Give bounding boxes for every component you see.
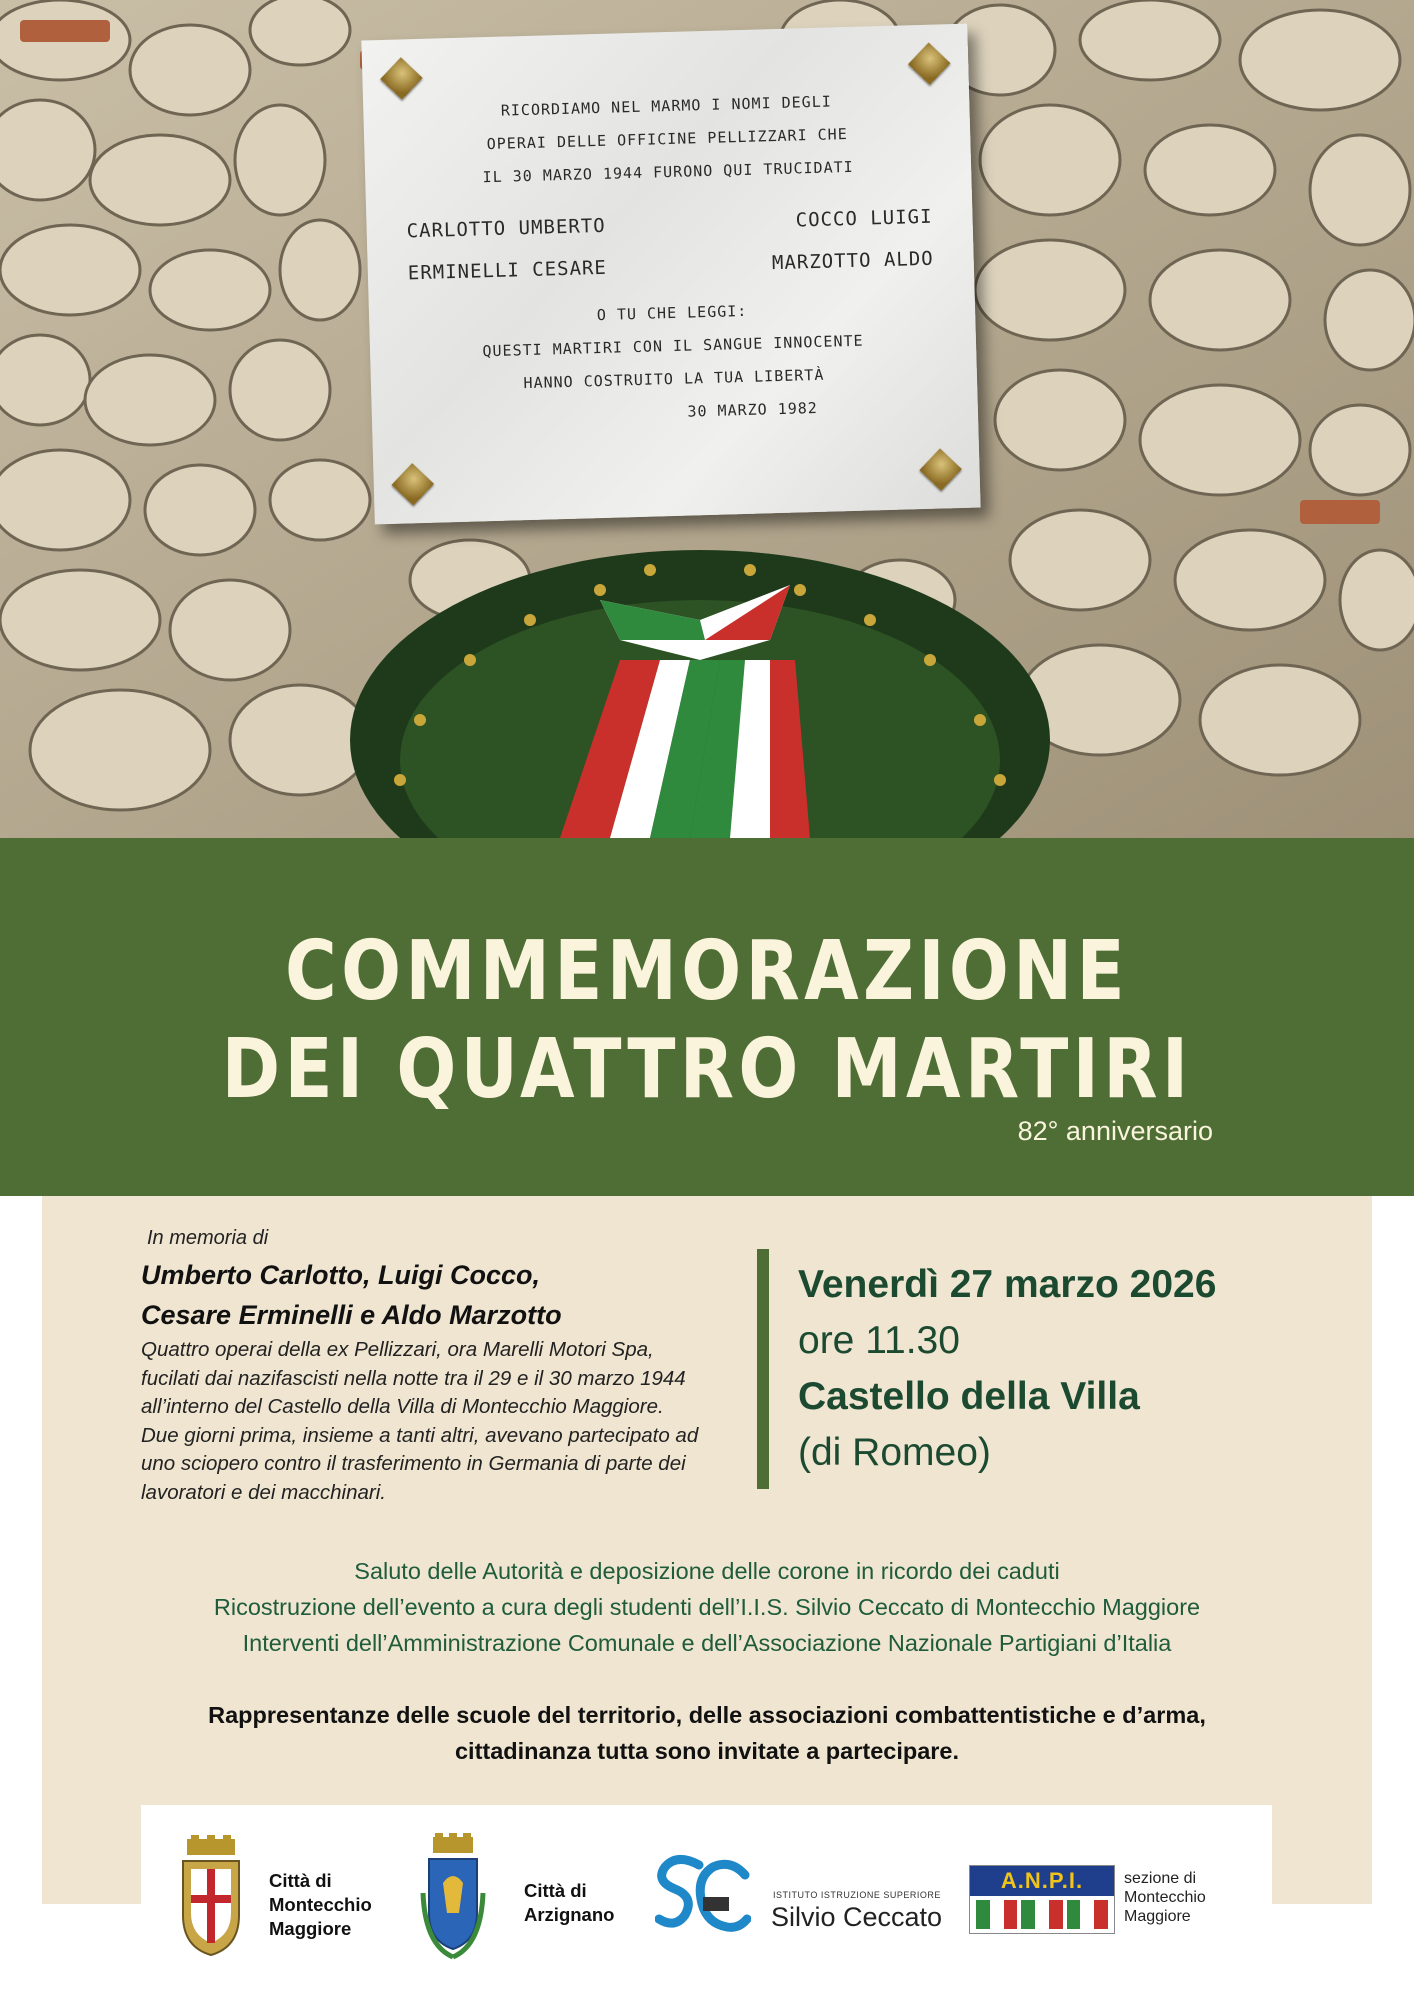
marble-plaque xyxy=(361,24,980,525)
logo-text-line: sezione di xyxy=(1124,1870,1197,1887)
plaque-inscription xyxy=(393,82,948,436)
page-title-line1: COMMEMORAZIONE xyxy=(285,924,1129,1019)
event-date: Venerdì 27 marzo 2026 xyxy=(798,1263,1217,1306)
memorial-names-line: Umberto Carlotto, Luigi Cocco, xyxy=(141,1260,541,1290)
montecchio-crest-icon xyxy=(175,1835,247,1960)
divider-bar xyxy=(757,1249,769,1489)
logo-text-line: Arzignano xyxy=(524,1904,615,1925)
plaque-name: ERMINELLI CESARE xyxy=(407,256,608,285)
logo-text-line: Montecchio xyxy=(269,1894,372,1915)
plaque-stud xyxy=(380,57,422,99)
memorial-names-line: Cesare Erminelli e Aldo Marzotto xyxy=(141,1300,562,1330)
logo-text-line: Città di xyxy=(269,1870,332,1891)
montecchio-label xyxy=(269,1869,372,1941)
invitation-line: cittadinanza tutta sono invitate a partecipare. xyxy=(454,1738,960,1764)
anniversary-subtitle: 82° anniversario xyxy=(1017,1116,1213,1146)
memorial-names xyxy=(141,1255,562,1335)
arzignano-label xyxy=(524,1879,614,1927)
plaque-line: O TU CHE LEGGI: xyxy=(596,301,748,325)
anpi-mark: A.N.P.I. xyxy=(970,1866,1114,1896)
plaque-name: COCCO LUIGI xyxy=(795,205,933,232)
header-photo xyxy=(0,0,1414,838)
plaque-name: CARLOTTO UMBERTO xyxy=(406,214,606,243)
logo-footer xyxy=(141,1805,1272,2000)
event-time: ore 11.30 xyxy=(798,1319,960,1362)
logo-text-line: Città di xyxy=(524,1880,587,1901)
program-item: Saluto delle Autorità e deposizione delle corone in ricordo dei caduti xyxy=(354,1558,1060,1584)
logo-text-line: Montecchio xyxy=(1124,1889,1206,1906)
invitation xyxy=(0,1697,1414,1769)
plaque-name: MARZOTTO ALDO xyxy=(771,247,934,275)
event-place: Castello della Villa xyxy=(798,1375,1140,1418)
plaque-line: OPERAI DELLE OFFICINE PELLIZZARI CHE xyxy=(486,125,848,154)
event-place-note: (di Romeo) xyxy=(798,1431,991,1474)
plaque-line: QUESTI MARTIRI CON IL SANGUE INNOCENTE xyxy=(482,331,864,361)
memorial-intro: In memoria di xyxy=(147,1227,269,1249)
ceccato-subtitle: ISTITUTO ISTRUZIONE SUPERIORE xyxy=(773,1890,941,1900)
anpi-section-label xyxy=(1124,1869,1206,1926)
anpi-logo xyxy=(969,1865,1115,1934)
ceccato-logo-icon xyxy=(655,1853,751,1935)
arzignano-crest-icon xyxy=(419,1833,487,1961)
plaque-date: 30 MARZO 1982 xyxy=(687,398,819,421)
logo-text-line: Maggiore xyxy=(269,1918,352,1939)
program-item: Ricostruzione dell’evento a cura degli studenti dell’I.I.S. Silvio Ceccato di Montecchio Maggiore xyxy=(213,1594,1201,1620)
plaque-line: IL 30 MARZO 1944 FURONO QUI TRUCIDATI xyxy=(482,157,854,187)
invitation-line: Rappresentanze delle scuole del territorio, delle associazioni combattentistiche e d’arma, xyxy=(208,1702,1206,1728)
plaque-line: HANNO COSTRUITO LA TUA LIBERTÀ xyxy=(523,365,825,393)
plaque-stud xyxy=(392,463,434,505)
anpi-flags xyxy=(970,1896,1114,1933)
ceccato-name: Silvio Ceccato xyxy=(771,1902,943,1932)
program-list xyxy=(0,1553,1414,1661)
plaque-stud xyxy=(908,43,950,85)
memorial-description: Quattro operai della ex Pellizzari, ora Marelli Motori Spa, fucilati dai nazifascisti nella notte tra il 29 e il 30 marzo 1944 all’interno del Castello della Villa di Montecchio Maggiore. Due giorni prima, insieme a tanti altri, avevano partecipato ad uno sciopero contro il trasferimento in Germania di parte dei lavoratori e dei macchinari. xyxy=(141,1338,699,1504)
plaque-stud xyxy=(919,448,961,490)
page-title-line2: DEI QUATTRO MARTIRI xyxy=(221,1022,1193,1117)
event-details xyxy=(798,1257,1216,1481)
program-item: Interventi dell’Amministrazione Comunale e dell’Associazione Nazionale Partigiani d’Italia xyxy=(242,1630,1172,1656)
logo-text-line: Maggiore xyxy=(1124,1908,1191,1925)
plaque-line: RICORDIAMO NEL MARMO I NOMI DEGLI xyxy=(500,92,832,120)
